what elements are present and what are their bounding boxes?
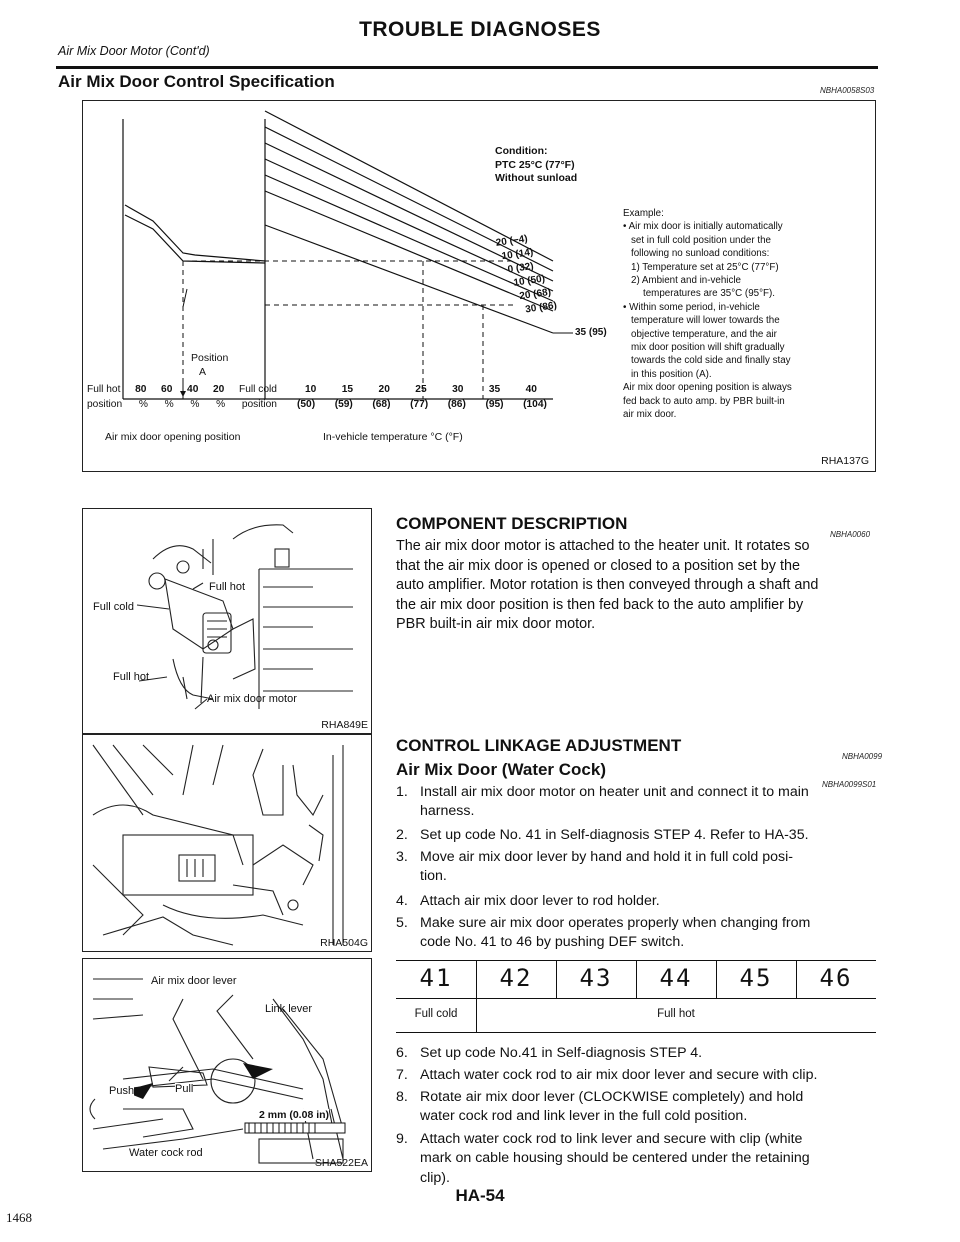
step-number: 1. — [396, 784, 408, 800]
spec-chart-figure — [82, 100, 876, 472]
code-table-bottom-rule — [396, 1032, 876, 1033]
component-line: that the air mix door is opened or closed to a position set by the — [396, 557, 800, 574]
step-line: Set up code No.41 in Self-diagnosis STEP 4. — [420, 1045, 703, 1061]
curve-label: 0 (32) — [506, 260, 535, 276]
fig3-label-push: Push — [109, 1085, 135, 1097]
code-cell: 45 — [739, 964, 773, 992]
step-number: 9. — [396, 1131, 408, 1147]
component-description — [396, 537, 880, 635]
step-line: clip). — [420, 1169, 450, 1186]
left-axis-sub-label: % — [164, 399, 174, 410]
fig3-label-air-mix-lever: Air mix door lever — [151, 975, 237, 987]
section-code: NBHA0058S03 — [820, 86, 875, 95]
code-cell: 42 — [499, 964, 533, 992]
component-line: The air mix door motor is attached to the heater unit. It rotates so — [396, 538, 810, 554]
bottom-axis-tick: 25 — [415, 384, 427, 395]
curve-label: 20 (68) — [518, 286, 552, 303]
bottom-axis-tick: 15 — [341, 384, 354, 395]
example-line: towards the cold side and finally stay — [631, 355, 791, 367]
left-axis-sub — [87, 399, 277, 410]
bottom-axis-sub-label: (86) — [447, 399, 466, 410]
fig1-label-full-hot: Full hot — [113, 671, 150, 683]
left-axis-sub-label: % — [216, 399, 226, 410]
code-table-mid-rule — [396, 998, 876, 999]
example-line: • Air mix door is initially automatically — [623, 221, 783, 233]
component-code: NBHA0060 — [830, 530, 871, 539]
step-number: 8. — [396, 1089, 408, 1105]
code-table — [396, 960, 876, 1034]
fig3-code: SHA522EA — [314, 1157, 368, 1169]
step-line: water cock rod and link lever in the full cold position. — [420, 1108, 748, 1125]
linkage-heading: CONTROL LINKAGE ADJUSTMENT — [396, 736, 682, 755]
header-rule — [56, 66, 878, 69]
bottom-axis-sub-label: (59) — [334, 399, 353, 410]
position-label-letter: A — [199, 366, 207, 379]
code-cell: 44 — [659, 964, 693, 992]
linkage-subheading: Air Mix Door (Water Cock) — [396, 760, 607, 779]
step-line: Attach water cock rod to air mix door lever and secure with clip. — [420, 1067, 818, 1083]
component-line: auto amplifier. Motor rotation is then conveyed through a shaft and — [396, 577, 819, 594]
left-axis-title: Air mix door opening position — [105, 431, 241, 443]
left-axis-sub-label: % — [138, 399, 148, 410]
step-line: mark on cable housing should be centered under the retaining — [420, 1150, 810, 1167]
curve-label: 10 (50) — [512, 273, 546, 289]
fig3-label-link-lever: Link lever — [265, 1003, 313, 1015]
heater-unit-illustration — [83, 735, 371, 951]
example-line: following no sunload conditions: — [631, 248, 770, 260]
step-number: 5. — [396, 915, 408, 931]
page-number: HA-54 — [455, 1186, 505, 1205]
left-axis-ticks — [87, 384, 277, 395]
figure-code: RHA137G — [821, 455, 869, 467]
example-line: mix door position will shift gradually — [631, 342, 785, 354]
example-line: objective temperature, and the air — [631, 328, 777, 340]
page-subtitle: Air Mix Door Motor (Cont'd) — [58, 44, 210, 58]
bottom-axis-title: In-vehicle temperature °C (°F) — [323, 431, 463, 443]
condition-line: Without sunload — [495, 172, 578, 185]
left-axis-tick: 60 — [161, 384, 173, 395]
bottom-axis-tick: 35 — [488, 384, 501, 395]
curve-label: 10 (14) — [501, 246, 534, 263]
step-number: 2. — [396, 827, 408, 843]
fig1-label-full-cold: Full cold — [93, 601, 134, 613]
left-axis-tick: 80 — [135, 384, 147, 395]
example-line: fed back to auto amp. by PBR built-in — [623, 395, 785, 407]
fig-heater-unit — [82, 734, 372, 952]
left-axis-sub-label: % — [190, 399, 200, 410]
curve-label: 20 (−4) — [495, 233, 529, 249]
left-axis-tick: Full hot — [87, 384, 121, 395]
step-number: 7. — [396, 1067, 408, 1083]
code-cell: 43 — [579, 964, 613, 992]
component-line: PBR built-in air mix door motor. — [396, 616, 596, 633]
component-heading: COMPONENT DESCRIPTION — [396, 514, 628, 533]
fig-linkage — [82, 958, 372, 1172]
fig1-label-motor: Air mix door motor — [207, 693, 297, 705]
left-axis-tick: 40 — [187, 384, 199, 395]
position-label-text: Position — [191, 352, 229, 364]
example-line: air mix door. — [623, 409, 677, 421]
bottom-axis-sub-label: (68) — [372, 399, 391, 410]
fig3-label-clearance: 2 mm (0.08 in) — [259, 1109, 330, 1121]
fig3-label-water-cock-rod: Water cock rod — [129, 1147, 203, 1159]
step-line: Attach water cock rod to link lever and secure with clip (white — [420, 1131, 803, 1147]
code-cell: 41 — [419, 964, 453, 992]
bottom-axis-tick: 20 — [378, 384, 390, 395]
bottom-axis-sub — [297, 399, 547, 410]
linkage-subcode: NBHA0099S01 — [822, 780, 877, 789]
step-line: Attach air mix door lever to rod holder. — [420, 893, 660, 909]
linkage-illustration — [83, 959, 371, 1171]
step-line: Make sure air mix door operates properly when changing from — [420, 915, 811, 931]
code-cell: 46 — [819, 964, 853, 992]
position-label — [191, 351, 228, 379]
example-text — [623, 207, 869, 422]
left-axis-sub-label: position — [241, 399, 277, 410]
step-line: Set up code No. 41 in Self-diagnosis STEP 4. Refer to HA-35. — [420, 827, 809, 843]
bottom-axis-sub-label: (95) — [485, 399, 504, 410]
linkage-code: NBHA0099 — [842, 752, 883, 761]
example-line: • Within some period, in-vehicle — [623, 301, 760, 313]
example-line: 1) Temperature set at 25°C (77°F) — [631, 261, 779, 273]
left-axis-sub-label: position — [87, 399, 123, 410]
step-line: harness. — [420, 803, 475, 820]
step-number: 6. — [396, 1045, 408, 1061]
curve-label-35: 35 (95) — [575, 327, 607, 338]
condition-line: Condition: — [495, 145, 548, 157]
code-label-full-hot: Full hot — [657, 1008, 695, 1020]
document-page-number: 1468 — [6, 1210, 32, 1225]
curve-label: 30 (86) — [524, 300, 558, 316]
chart-condition — [495, 145, 577, 186]
bottom-axis-sub-label: (77) — [410, 399, 429, 410]
component-line: the air mix door position is then fed back to the auto amplifier by — [396, 596, 804, 613]
fig1-label-full-hot-top: Full hot — [209, 581, 246, 593]
step-line: Install air mix door motor on heater unit and connect it to main — [420, 784, 809, 800]
bottom-axis-tick: 10 — [305, 384, 317, 395]
example-line: temperature will lower towards the — [631, 315, 780, 327]
fig2-code: RHA504G — [320, 937, 368, 949]
fig1-code: RHA849E — [321, 719, 368, 731]
page-title: TROUBLE DIAGNOSES — [359, 18, 601, 41]
bottom-axis-sub-label: (50) — [297, 399, 316, 410]
fig3-label-pull: Pull — [175, 1083, 194, 1095]
step-line: Rotate air mix door lever (CLOCKWISE completely) and hold — [420, 1089, 804, 1105]
example-line: Air mix door opening position is always — [623, 382, 792, 394]
step-line: Move air mix door lever by hand and hold it in full cold posi- — [420, 849, 794, 865]
example-line: 2) Ambient and in-vehicle — [631, 275, 742, 287]
bottom-axis-tick: 30 — [452, 384, 464, 395]
example-line: set in full cold position under the — [631, 234, 771, 246]
left-axis-tick: Full cold — [239, 384, 277, 395]
step-line: code No. 41 to 46 by pushing DEF switch. — [420, 934, 685, 951]
example-line: temperatures are 35°C (95°F). — [643, 288, 775, 300]
example-line: in this position (A). — [631, 368, 712, 380]
section-title: Air Mix Door Control Specification — [58, 72, 335, 91]
step-number: 3. — [396, 849, 408, 865]
step-line: tion. — [420, 868, 447, 885]
example-line: Example: — [623, 208, 664, 219]
bottom-axis-tick: 40 — [525, 384, 537, 395]
fig-air-mix-motor — [82, 508, 372, 734]
condition-line: PTC 25°C (77°F) — [495, 158, 575, 171]
left-axis-tick: 20 — [213, 384, 225, 395]
bottom-axis-sub-label: (104) — [523, 399, 547, 410]
code-label-full-cold: Full cold — [414, 1008, 458, 1020]
bottom-axis-ticks — [305, 384, 537, 395]
step-number: 4. — [396, 893, 408, 909]
